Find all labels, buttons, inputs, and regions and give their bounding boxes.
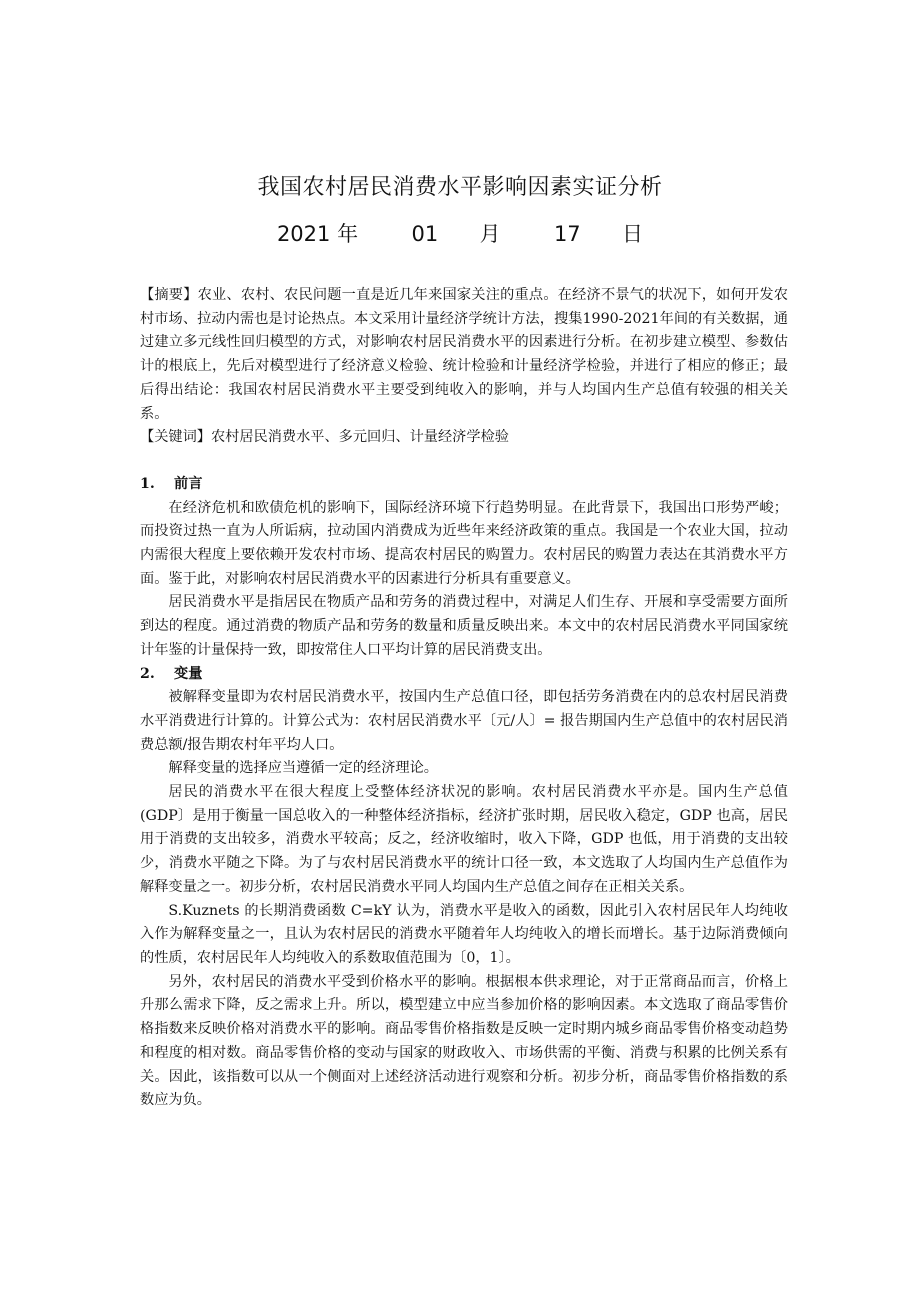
paragraph: 在经济危机和欧债危机的影响下，国际经济环境下行趋势明显。在此背景下，我国出口形势严峻；而投资过热一直为人所诟病，拉动国内消费成为近些年来经济政策的重点。我国是一个农业大国，拉动内需很大程度上要依赖开发农村市场、提高农村居民的购置力。农村居民的购置力表达在其消费水平方面。鉴于此，对影响农村居民消费水平的因素进行分析具有重要意义。 [140, 499, 788, 587]
abstract: 【摘要】农业、农村、农民问题一直是近几年来国家关注的重点。在经济不景气的状况下，如何开发农村市场、拉动内需也是讨论热点。本文采用计量经济学统计方法，搜集1990-2021年间的有关数据，通过建立多元线性回归模型的方式，对影响农村居民消费水平的因素进行分析。在初步建立模型、参数估计的根底上，先后对模型进行了经济意义检验、统计检验和计量经济学检验，并进行了相应的修正；最后得出结论：我国农村居民消费水平主要受到纯收入的影响，并与人均国内生产总值有较强的相关关系。 [140, 287, 788, 422]
document-date [0, 218, 920, 248]
paragraph: 居民的消费水平在很大程度上受整体经济状况的影响。农村居民消费水平亦是。国内生产总值(GDP〕是用于衡量一国总收入的一种整体经济指标，经济扩张时期，居民收入稳定，GDP 也高，居民用于消费的支出较多，消费水平较高；反之，经济收缩时，收入下降，GDP 也低，用于消费的支出较少，消费水平随之下降。为了与农村居民消费水平的统计口径一致，本文选取了人均国内生产总值作为解释变量之一。初步分析，农村居民消费水平同人均国内生产总值之间存在正相关关系。 [140, 784, 788, 895]
section-number: 2. [140, 665, 155, 682]
date-year-unit: 年 [337, 222, 359, 246]
paragraph: 被解释变量即为农村居民消费水平，按国内生产总值口径，即包括劳务消费在内的总农村居民消费水平消费进行计算的。计算公式为：农村居民消费水平〔元/人〕= 报告期国内生产总值中的农村居民消费总额/报告期农村年平均人口。 [140, 689, 788, 753]
paragraph: 另外，农村居民的消费水平受到价格水平的影响。根据根本供求理论，对于正常商品而言，价格上升那么需求下降，反之需求上升。所以，模型建立中应当参加价格的影响因素。本文选取了商品零售价格指数来反映价格对消费水平的影响。商品零售价格指数是反映一定时期内城乡商品零售价格变动趋势和程度的相对数。商品零售价格的变动与国家的财政收入、市场供需的平衡、消费与积累的比例关系有关。因此，该指数可以从一个侧面对上述经济活动进行观察和分析。初步分析，商品零售价格指数的系数应为负。 [140, 973, 788, 1109]
document-body [140, 284, 788, 1113]
paragraph: 解释变量的选择应当遵循一定的经济理论。 [168, 760, 438, 777]
date-day-unit: 日 [622, 222, 644, 246]
keywords: 【关键词】农村居民消费水平、多元回归、计量经济学检验 [140, 429, 509, 446]
section-number: 1. [140, 475, 155, 492]
date-month: 01 [411, 222, 439, 246]
section-title: 前言 [174, 475, 203, 492]
section-heading-variables [140, 663, 788, 687]
paragraph: 居民消费水平是指居民在物质产品和劳务的消费过程中，对满足人们生存、开展和享受需要方面所到达的程度。通过消费的物质产品和劳务的数量和质量反映出来。本文中的农村居民消费水平同国家统计年鉴的计量保持一致，即按常住人口平均计算的居民消费支出。 [140, 594, 788, 658]
section-heading-intro [140, 473, 788, 497]
date-month-unit: 月 [479, 222, 501, 246]
page-title: 我国农村居民消费水平影响因素实证分析 [257, 175, 663, 200]
date-year: 2021 [276, 222, 331, 246]
section-title: 变量 [174, 665, 203, 682]
date-day: 17 [553, 222, 581, 246]
paragraph: S.Kuznets 的长期消费函数 C=kY 认为，消费水平是收入的函数，因此引入农村居民年人均纯收入作为解释变量之一，且认为农村居民的消费水平随着年人均纯收入的增长而增长。基于边际消费倾向的性质，农村居民年人均纯收入的系数取值范围为〔0，1〕。 [140, 902, 788, 966]
